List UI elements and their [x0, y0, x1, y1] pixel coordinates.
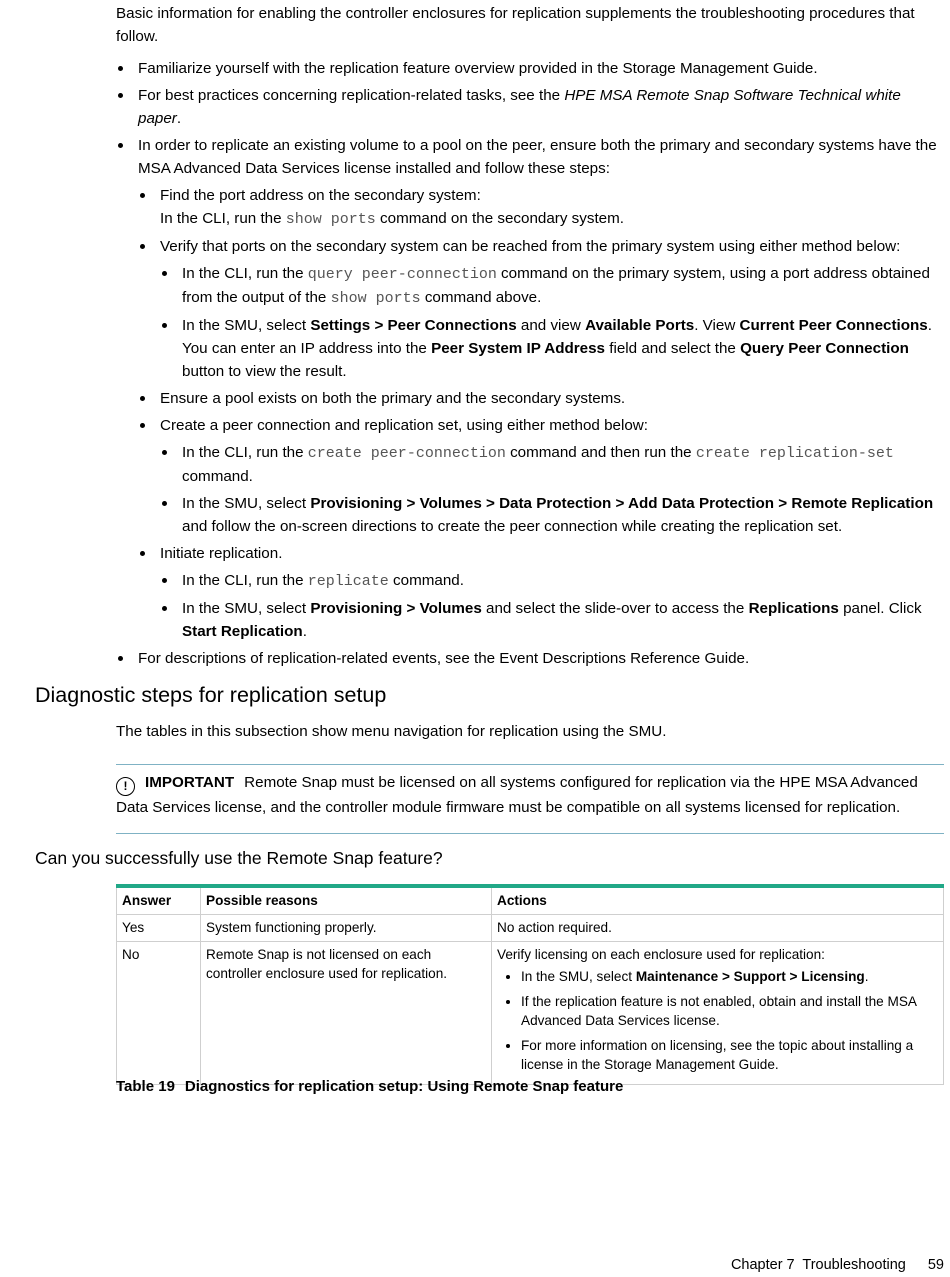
- table-row: [117, 915, 944, 942]
- important-callout: [116, 764, 944, 834]
- method-list: [160, 441, 946, 538]
- list-item: In the SMU, select Provisioning > Volumes and select the slide-over to access the Replications panel. Click Start Replication.: [160, 597, 946, 643]
- list-item: In order to replicate an existing volume to a pool on the peer, ensure both the primary and secondary systems have the MSA Advanced Data Services license installed and follow these steps: Find the port address on the secondary system: In the CLI, run the show ports command on the secondary system. Verify that ports on the secondary system can be reached from the primary system using either method below: In the CLI, run the query peer-connection command on the primary system, using a port address obtained from the output of the show ports command above. In the SMU, select Settings > Peer Connections and view Available Ports. View Current Peer Connections. You can enter an IP address into the Peer System IP Address field and select the Query Peer Connection button to view the result. Ensure a pool exists on both the primary and the secondary systems. Create a peer connection and replication set, using either method below: In the CLI, run the create peer-connection command and then run the create replication-set command. In the SMU, select Provisioning > Volumes > Data Protection > Add Data Protection > Remote Replication and follow the on-screen directions to create the peer connection while creating the replication set. Initiate replication. In the CLI, run the replicate command. In the SMU, select Provisioning > Volumes and select the slide-over to access the Replications panel. Click Start Replication.: [116, 134, 946, 643]
- section-intro: The tables in this subsection show menu navigation for replication using the SMU.: [116, 723, 667, 740]
- method-list: [160, 569, 946, 643]
- list-item: For best practices concerning replication-related tasks, see the HPE MSA Remote Snap Software Technical white paper.: [116, 84, 946, 130]
- table-cell: Yes: [117, 915, 201, 942]
- list-item: If the replication feature is not enabled, obtain and install the MSA Advanced Data Services license.: [497, 992, 938, 1030]
- list-item: In the CLI, run the create peer-connection command and then run the create replication-set command.: [160, 441, 946, 488]
- list-item: In the CLI, run the replicate command.: [160, 569, 946, 593]
- action-list: [497, 967, 938, 1074]
- cli-command: replicate: [307, 573, 389, 590]
- white-paper-title: HPE MSA Remote Snap Software Technical white paper: [138, 87, 901, 127]
- page-footer: [731, 1254, 944, 1277]
- chapter-label: Chapter 7 Troubleshooting: [730, 1257, 906, 1273]
- cli-command: show ports: [285, 211, 376, 228]
- column-header: Actions: [492, 886, 944, 915]
- cli-command: create replication-set: [695, 445, 894, 462]
- table-caption: [116, 1075, 623, 1098]
- important-label: IMPORTANT: [145, 774, 235, 791]
- list-item: Initiate replication. In the CLI, run the replicate command. In the SMU, select Provisioning > Volumes and select the slide-over to access the Replications panel. Click Start Replication.: [138, 542, 946, 643]
- table-cell: Remote Snap is not licensed on each controller enclosure used for replication.: [201, 942, 492, 1085]
- main-content: [116, 2, 946, 674]
- list-item: In the SMU, select Settings > Peer Connections and view Available Ports. View Current Peer Connections. You can enter an IP address into the Peer System IP Address field and select the Query Peer Connection button to view the result.: [160, 314, 946, 383]
- steps-list: [138, 184, 946, 643]
- list-item: In the SMU, select Provisioning > Volumes > Data Protection > Add Data Protection > Remote Replication and follow the on-screen directions to create the peer connection while creating the replication set.: [160, 492, 946, 538]
- list-item: In the SMU, select Maintenance > Support > Licensing.: [497, 967, 938, 986]
- intro-paragraph: Basic information for enabling the controller enclosures for replication supplements the troubleshooting procedures that follow.: [116, 5, 915, 45]
- important-text: Remote Snap must be licensed on all systems configured for replication via the HPE MSA Advanced Data Services license, and the controller module firmware must be compatible on all systems licensed for replication.: [116, 774, 918, 816]
- list-item: For more information on licensing, see the topic about installing a license in the Storage Management Guide.: [497, 1036, 938, 1074]
- caption-text: Diagnostics for replication setup: Using Remote Snap feature: [184, 1078, 624, 1095]
- list-item: Ensure a pool exists on both the primary and the secondary systems.: [138, 387, 946, 410]
- section-heading: Diagnostic steps for replication setup: [35, 683, 387, 707]
- column-header: Answer: [117, 886, 201, 915]
- exclamation-circle-icon: !: [116, 777, 135, 796]
- table-cell: System functioning properly.: [201, 915, 492, 942]
- page-number: 59: [927, 1257, 944, 1273]
- cli-command: create peer-connection: [307, 445, 506, 462]
- list-item: Create a peer connection and replication set, using either method below: In the CLI, run the create peer-connection command and then run the create replication-set command. In the SMU, select Provisioning > Volumes > Data Protection > Add Data Protection > Remote Replication and follow the on-screen directions to create the peer connection while creating the replication set.: [138, 414, 946, 538]
- column-header: Possible reasons: [201, 886, 492, 915]
- cli-command: query peer-connection: [307, 266, 497, 283]
- table-row: [117, 942, 944, 1085]
- table-cell: Verify licensing on each enclosure used for replication: In the SMU, select Maintenance > Support > Licensing. If the replication feature is not enabled, obtain and install the MSA Advanced Data Services license. For more information on licensing, see the topic about installing a license in the Storage Management Guide.: [492, 942, 944, 1085]
- table-header-row: [117, 886, 944, 915]
- table-cell: No action required.: [492, 915, 944, 942]
- list-item: For descriptions of replication-related events, see the Event Descriptions Reference Guide.: [116, 647, 946, 670]
- method-list: [160, 262, 946, 383]
- list-item: Verify that ports on the secondary system can be reached from the primary system using either method below: In the CLI, run the query peer-connection command on the primary system, using a port address obtained from the output of the show ports command above. In the SMU, select Settings > Peer Connections and view Available Ports. View Current Peer Connections. You can enter an IP address into the Peer System IP Address field and select the Query Peer Connection button to view the result.: [138, 235, 946, 383]
- list-item: Find the port address on the secondary system: In the CLI, run the show ports command on the secondary system.: [138, 184, 946, 231]
- subsection-heading: Can you successfully use the Remote Snap feature?: [35, 848, 443, 868]
- prerequisite-list: [116, 57, 946, 670]
- list-item: In the CLI, run the query peer-connection command on the primary system, using a port address obtained from the output of the show ports command above.: [160, 262, 946, 310]
- table-cell: No: [117, 942, 201, 1085]
- diagnostics-table: [116, 884, 944, 1085]
- list-item: Familiarize yourself with the replication feature overview provided in the Storage Management Guide.: [116, 57, 946, 80]
- cli-command: show ports: [330, 290, 421, 307]
- table-number: Table 19: [116, 1078, 175, 1095]
